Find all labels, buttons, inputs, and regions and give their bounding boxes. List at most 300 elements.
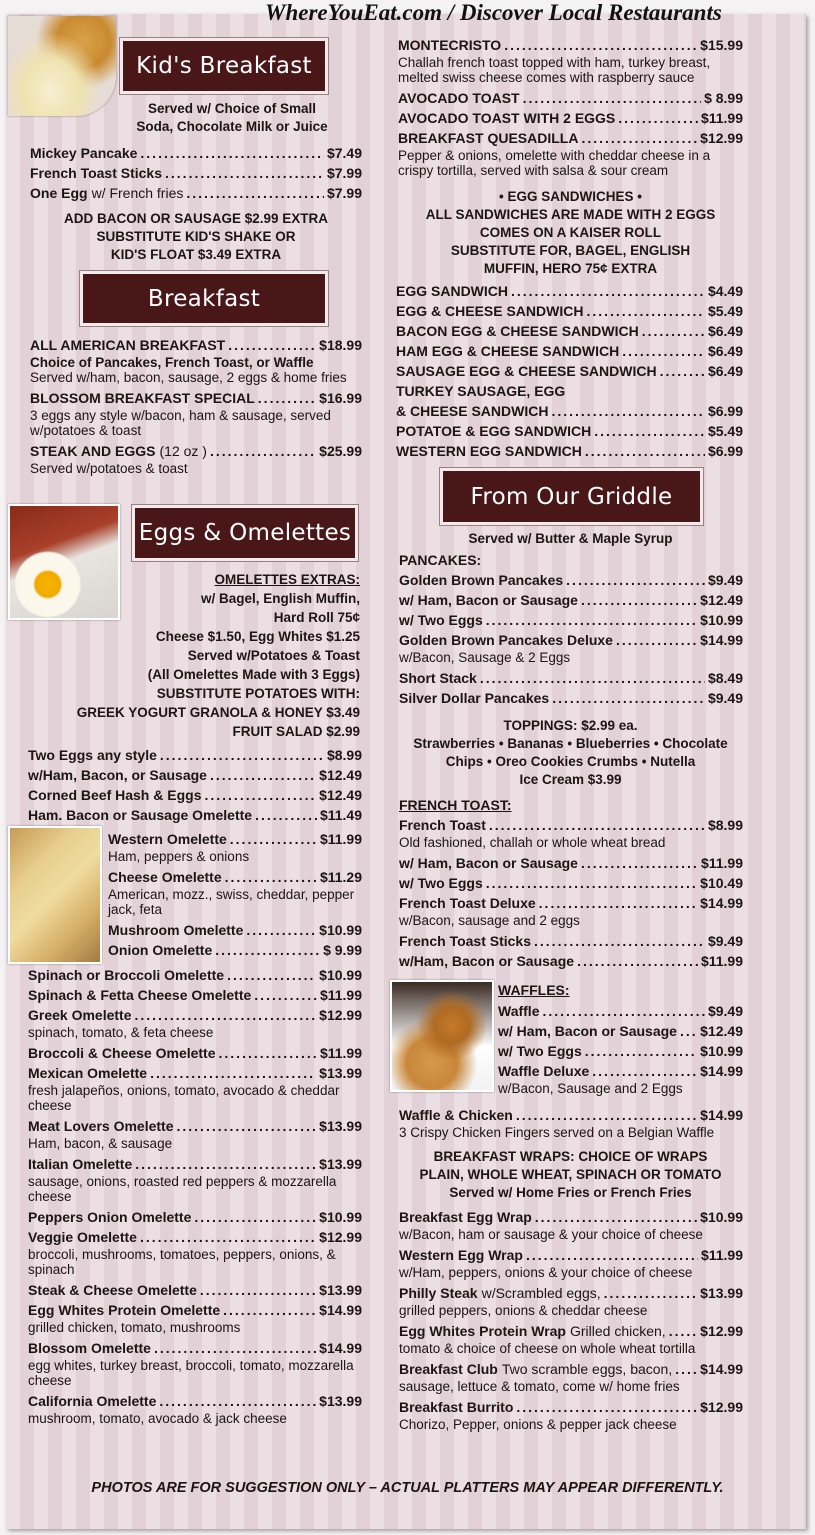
menu-item-line <box>398 129 743 148</box>
menu-item[interactable] <box>28 1339 362 1388</box>
menu-item-description: grilled peppers, onions & cheddar cheese <box>399 1303 648 1318</box>
menu-item-line <box>399 689 743 708</box>
menu-item-description: sausage, onions, roasted red peppers & mozzarella cheese <box>28 1174 337 1204</box>
menu-item-description: Challah french toast topped with ham, turkey breast, melted swiss cheese comes with raspberry sauce <box>398 55 711 85</box>
menu-item-name: w/ Two Eggs <box>399 612 483 628</box>
menu-item[interactable] <box>28 1208 362 1227</box>
note-line: Served w/Potatoes & Toast <box>187 648 360 663</box>
menu-item-line <box>28 746 362 765</box>
menu-item-line <box>28 1339 362 1358</box>
note-line: ADD BACON OR SAUSAGE $2.99 EXTRA <box>63 211 329 226</box>
menu-item-line <box>399 1360 743 1379</box>
menu-item-description: egg whites, turkey breast, broccoli, tomato, mozzarella cheese <box>28 1358 354 1388</box>
menu-item-description: American, mozz., swiss, cheddar, pepper jack, feta <box>108 887 355 917</box>
menu-item-price: $6.49 <box>707 323 743 339</box>
menu-item-price: $13.99 <box>700 1285 743 1301</box>
dot-leader <box>210 766 316 785</box>
menu-item-line <box>399 1246 743 1265</box>
dot-leader <box>486 874 697 893</box>
menu-item-description: broccoli, mushrooms, tomatoes, peppers, onions, & spinach <box>28 1247 336 1277</box>
menu-item-name: Onion Omelette <box>108 942 213 958</box>
menu-item-price: $12.99 <box>700 130 743 146</box>
menu-item-name: Western Omelette <box>108 831 227 847</box>
menu-item[interactable] <box>399 631 743 665</box>
menu-item-price: $11.99 <box>700 855 743 871</box>
menu-item-name: Short Stack <box>399 670 477 686</box>
menu-item-name: Breakfast Club <box>399 1361 498 1377</box>
dot-leader <box>680 1022 697 1041</box>
menu-item-price: $10.99 <box>319 967 362 983</box>
menu-item-name: POTATOE & EGG SANDWICH <box>396 423 592 439</box>
dot-leader <box>669 1322 697 1341</box>
menu-item-price: $15.99 <box>700 37 743 53</box>
menu-item-line <box>399 571 743 590</box>
menu-item-line <box>30 442 362 461</box>
note-line: PLAIN, WHOLE WHEAT, SPINACH OR TOMATO <box>419 1167 722 1182</box>
menu-item[interactable] <box>398 89 743 108</box>
menu-item[interactable] <box>399 1208 743 1242</box>
menu-item[interactable] <box>399 1106 743 1140</box>
note-line: COMES ON A KAISER ROLL <box>479 225 662 240</box>
menu-item-price: $11.99 <box>319 1045 362 1061</box>
menu-item-description: w/Bacon, Sausage & 2 Eggs <box>399 650 571 665</box>
menu-item-name: Breakfast Egg Wrap <box>399 1209 532 1225</box>
menu-item-name: STEAK AND EGGS <box>30 443 156 459</box>
menu-item-list <box>30 144 362 204</box>
dot-leader <box>154 1339 316 1358</box>
note-line: TOPPINGS: $2.99 ea. <box>503 718 638 733</box>
menu-item-line <box>399 611 743 630</box>
section-header-breakfast: Breakfast <box>80 271 328 326</box>
menu-item[interactable] <box>396 442 743 461</box>
menu-item-line <box>396 362 743 381</box>
menu-item-name: Silver Dollar Pancakes <box>399 690 550 706</box>
menu-item-line <box>399 631 743 650</box>
menu-item-line <box>396 322 743 341</box>
menu-item-line <box>396 442 743 461</box>
menu-item-name: Peppers Onion Omelette <box>28 1209 192 1225</box>
menu-item-line <box>399 854 743 873</box>
dot-leader <box>159 1392 316 1411</box>
dot-leader <box>480 669 705 688</box>
menu-item-name: EGG & CHEESE SANDWICH <box>396 303 584 319</box>
menu-item-name: Ham. Bacon or Sausage Omelette <box>28 807 253 823</box>
dot-leader <box>551 402 704 421</box>
menu-item[interactable] <box>30 442 362 476</box>
menu-item-price: $14.99 <box>700 1063 743 1079</box>
menu-item-name: w/ Two Eggs <box>399 875 483 891</box>
menu-item-line <box>399 1106 743 1125</box>
menu-item[interactable] <box>399 874 743 893</box>
menu-item-list <box>396 282 743 462</box>
menu-item-description: Pepper & onions, omelette with cheddar cheese in a crispy tortilla, served with salsa & sour cream <box>398 148 711 178</box>
dot-leader <box>258 389 316 408</box>
menu-item[interactable] <box>28 966 362 985</box>
menu-item-line <box>396 282 743 301</box>
menu-item[interactable] <box>498 1042 743 1061</box>
dot-leader <box>552 689 705 708</box>
dot-leader <box>140 144 324 163</box>
note-line: GREEK YOGURT GRANOLA & HONEY $3.49 <box>76 705 360 720</box>
menu-item-name: AVOCADO TOAST <box>398 90 520 106</box>
menu-item-price: $7.99 <box>326 185 362 201</box>
menu-item[interactable] <box>28 1044 362 1063</box>
menu-item-description: fresh jalapeños, onions, tomato, avocado & cheddar cheese <box>28 1083 340 1113</box>
menu-item-line <box>108 921 362 940</box>
dot-leader <box>135 1006 317 1025</box>
menu-item-name: Veggie Omelette <box>28 1229 137 1245</box>
dot-leader <box>523 89 701 108</box>
menu-item-subtitle: Choice of Pancakes, French Toast, or Waffle <box>30 355 314 370</box>
menu-item[interactable] <box>498 1022 743 1041</box>
note-line: Chips • Oreo Cookies Crumbs • Nutella <box>445 754 696 769</box>
menu-item-line <box>396 382 743 401</box>
menu-item-line <box>399 894 743 913</box>
menu-item-line <box>30 336 362 355</box>
menu-item-description: spinach, tomato, & feta cheese <box>28 1025 214 1040</box>
menu-item-name: w/Ham, Bacon or Sausage <box>399 953 575 969</box>
dot-leader <box>255 806 317 825</box>
menu-item-price: $7.99 <box>326 165 362 181</box>
menu-item-line <box>108 830 362 849</box>
menu-item-price: $6.99 <box>707 403 743 419</box>
menu-item-price: $14.99 <box>319 1302 362 1318</box>
menu-item[interactable] <box>28 986 362 1005</box>
menu-item-line <box>108 868 362 887</box>
menu-item-name: Mexican Omelette <box>28 1065 148 1081</box>
menu-item-line <box>28 1392 362 1411</box>
menu-item-price: $9.49 <box>707 1003 743 1019</box>
menu-item-name: Cheese Omelette <box>108 869 222 885</box>
menu-item-line <box>396 342 743 361</box>
menu-item-price: $14.99 <box>319 1340 362 1356</box>
menu-item-list <box>398 36 743 182</box>
menu-item[interactable] <box>398 36 743 85</box>
dot-leader <box>223 1301 316 1320</box>
menu-item-price: $12.49 <box>319 787 362 803</box>
menu-item[interactable] <box>108 868 362 917</box>
note-line: (All Omelettes Made with 3 Eggs) <box>147 667 360 682</box>
menu-item[interactable] <box>108 921 362 940</box>
menu-item[interactable] <box>28 786 362 805</box>
menu-item-line <box>30 389 362 408</box>
menu-item[interactable] <box>108 941 362 960</box>
menu-item[interactable] <box>396 282 743 301</box>
menu-item-description: mushroom, tomato, avocado & jack cheese <box>28 1411 287 1426</box>
note-line: Strawberries • Bananas • Blueberries • Chocolate <box>413 736 728 751</box>
dot-leader <box>204 786 316 805</box>
menu-item-name: Waffle Deluxe <box>498 1063 590 1079</box>
dot-leader <box>581 129 697 148</box>
menu-item-line <box>28 806 362 825</box>
menu-item[interactable] <box>398 129 743 178</box>
dot-leader <box>581 854 698 873</box>
menu-item[interactable] <box>28 1006 362 1040</box>
menu-item[interactable] <box>28 766 362 785</box>
dot-leader <box>160 746 324 765</box>
dot-leader <box>535 1208 697 1227</box>
menu-item[interactable] <box>28 1117 362 1151</box>
dot-leader <box>186 184 324 203</box>
note-line: SUBSTITUTE KID'S SHAKE OR <box>96 229 296 244</box>
menu-item[interactable] <box>396 422 743 441</box>
menu-item-price: $12.99 <box>319 1007 362 1023</box>
menu-item[interactable] <box>399 591 743 610</box>
dot-leader <box>140 1228 316 1247</box>
menu-item[interactable] <box>30 389 362 438</box>
dot-leader <box>227 966 316 985</box>
dot-leader <box>504 36 697 55</box>
note-line: SUBSTITUTE POTATOES WITH: <box>156 686 360 701</box>
menu-item-name: TURKEY SAUSAGE, EGG <box>396 383 566 399</box>
menu-item-name: Spinach or Broccoli Omelette <box>28 967 225 983</box>
menu-item-price: $16.99 <box>319 390 362 406</box>
section-header-kid-s-breakfast: Kid's Breakfast <box>120 38 328 94</box>
dot-leader <box>585 442 705 461</box>
menu-item-description: tomato & choice of cheese on whole wheat tortilla <box>399 1341 696 1356</box>
dot-leader <box>135 1155 316 1174</box>
menu-item-name: Waffle <box>498 1003 540 1019</box>
dot-leader <box>210 442 316 461</box>
menu-item-price: $5.49 <box>707 303 743 319</box>
left-notes <box>116 100 348 136</box>
note-line: Cheese $1.50, Egg Whites $1.25 <box>155 629 360 644</box>
menu-item-price: $14.99 <box>700 1361 743 1377</box>
menu-item-name: Egg Whites Protein Omelette <box>28 1302 221 1318</box>
menu-item[interactable] <box>399 894 743 928</box>
menu-item[interactable] <box>396 382 743 401</box>
menu-item-line <box>398 89 743 108</box>
menu-item-description: w/Bacon, sausage and 2 eggs <box>399 913 580 928</box>
dot-leader <box>642 322 705 341</box>
menu-item[interactable] <box>30 184 362 203</box>
menu-item[interactable] <box>28 1281 362 1300</box>
menu-item-price: $12.99 <box>700 1399 743 1415</box>
menu-item-name: Golden Brown Pancakes Deluxe <box>399 632 613 648</box>
menu-item[interactable] <box>396 362 743 381</box>
menu-item-note: w/ French fries <box>91 185 184 201</box>
menu-item-price: $11.99 <box>700 953 743 969</box>
menu-item[interactable] <box>498 1062 743 1096</box>
menu-item-name: Spinach & Fetta Cheese Omelette <box>28 987 252 1003</box>
menu-item-line <box>28 1228 362 1247</box>
menu-item-price: $6.49 <box>707 363 743 379</box>
menu-item-line <box>30 184 362 203</box>
note-line: • EGG SANDWICHES • <box>499 189 642 204</box>
menu-item-line <box>498 1042 743 1061</box>
menu-item-price: $11.99 <box>700 1247 743 1263</box>
menu-item[interactable] <box>396 302 743 321</box>
menu-item-line <box>28 1301 362 1320</box>
menu-item-name: Blossom Omelette <box>28 1340 151 1356</box>
subsection-label: FRENCH TOAST: <box>399 797 512 813</box>
menu-item[interactable] <box>399 1360 743 1394</box>
menu-item-list <box>108 830 362 961</box>
dot-leader <box>585 1042 697 1061</box>
menu-item-price: $12.99 <box>700 1323 743 1339</box>
menu-item-price: $7.49 <box>326 145 362 161</box>
menu-item-line <box>399 1322 743 1341</box>
menu-item-line <box>28 1006 362 1025</box>
menu-item-note: (12 oz ) <box>159 443 207 459</box>
menu-item[interactable] <box>396 402 743 421</box>
note-line: Served w/ Home Fries or French Fries <box>449 1185 692 1200</box>
menu-item-price: $5.49 <box>707 423 743 439</box>
menu-item-line <box>28 766 362 785</box>
menu-item[interactable] <box>399 689 743 708</box>
menu-item-line <box>399 816 743 835</box>
menu-item-name: French Toast Sticks <box>30 165 163 181</box>
menu-item-list <box>28 966 362 1430</box>
dot-leader <box>230 830 317 849</box>
menu-item-name: w/ Two Eggs <box>498 1043 582 1059</box>
note-line: MUFFIN, HERO 75¢ EXTRA <box>483 261 658 276</box>
menu-item[interactable] <box>399 1284 743 1318</box>
menu-item-line <box>396 402 743 421</box>
dot-leader <box>604 1284 698 1303</box>
menu-item-price: $13.99 <box>319 1156 362 1172</box>
menu-item[interactable] <box>396 342 743 361</box>
menu-item-line <box>399 1208 743 1227</box>
note-line: Soda, Chocolate Milk or Juice <box>136 119 328 134</box>
menu-item[interactable] <box>30 336 362 385</box>
menu-item-price: $9.49 <box>707 690 743 706</box>
menu-item-price: $10.99 <box>700 1209 743 1225</box>
photo-disclaimer: PHOTOS ARE FOR SUGGESTION ONLY – ACTUAL PLATTERS MAY APPEAR DIFFERENTLY. <box>91 1480 724 1496</box>
menu-item[interactable] <box>399 1398 743 1432</box>
menu-item[interactable] <box>498 1002 743 1021</box>
menu-item-name: EGG SANDWICH <box>396 283 508 299</box>
menu-item-line <box>28 1064 362 1083</box>
menu-item-name: MONTECRISTO <box>398 37 502 53</box>
dot-leader <box>516 1106 697 1125</box>
dot-leader <box>194 1208 316 1227</box>
dot-leader <box>577 952 698 971</box>
menu-item-price: $12.49 <box>700 592 743 608</box>
menu-item[interactable] <box>28 1301 362 1335</box>
menu-item[interactable] <box>399 816 743 850</box>
menu-item-price: $13.99 <box>319 1282 362 1298</box>
menu-item[interactable] <box>396 322 743 341</box>
menu-item-line <box>28 1117 362 1136</box>
menu-item-name: French Toast <box>399 817 486 833</box>
dot-leader <box>219 1044 317 1063</box>
dot-leader <box>534 932 705 951</box>
menu-item-line <box>28 1044 362 1063</box>
menu-item-price: $14.99 <box>700 632 743 648</box>
menu-item-name: Waffle & Chicken <box>399 1107 513 1123</box>
dot-leader <box>581 591 697 610</box>
dot-leader <box>511 282 705 301</box>
menu-item-price: $10.99 <box>319 1209 362 1225</box>
menu-item[interactable] <box>399 952 743 971</box>
menu-item-description: sausage, lettuce & tomato, come w/ home fries <box>399 1379 680 1394</box>
menu-item-line <box>399 932 743 951</box>
dot-leader <box>660 362 705 381</box>
menu-item[interactable] <box>30 144 362 163</box>
dot-leader <box>675 1360 697 1379</box>
menu-item[interactable] <box>399 854 743 873</box>
menu-item-line <box>28 1281 362 1300</box>
menu-item-list <box>28 746 362 826</box>
menu-item-description: grilled chicken, tomato, mushrooms <box>28 1320 241 1335</box>
menu-item-list <box>30 336 362 480</box>
dot-leader <box>622 342 705 361</box>
menu-item-price: $4.49 <box>707 283 743 299</box>
menu-item[interactable] <box>108 830 362 864</box>
omelette-photo <box>8 826 102 964</box>
note-line: Served w/ Choice of Small <box>147 101 317 116</box>
dot-leader <box>592 1062 697 1081</box>
menu-item-name: Greek Omelette <box>28 1007 132 1023</box>
dot-leader <box>526 1246 698 1265</box>
menu-item-description: w/Bacon, ham or sausage & your choice of cheese <box>399 1227 703 1242</box>
menu-item-name: Golden Brown Pancakes <box>399 572 564 588</box>
menu-item-line <box>28 786 362 805</box>
menu-item-price: $13.99 <box>319 1065 362 1081</box>
menu-item-name: Mushroom Omelette <box>108 922 244 938</box>
menu-item-price: $ 8.99 <box>704 90 743 106</box>
menu-item-name: French Toast Sticks <box>399 933 532 949</box>
menu-item[interactable] <box>399 932 743 951</box>
menu-item-price: $25.99 <box>319 443 362 459</box>
menu-item-name: SAUSAGE EGG & CHEESE SANDWICH <box>396 363 657 379</box>
menu-item-name: One Egg <box>30 185 88 201</box>
menu-item[interactable] <box>28 1228 362 1277</box>
menu-item[interactable] <box>399 611 743 630</box>
menu-item-price: $6.99 <box>707 443 743 459</box>
left-notes <box>30 570 360 741</box>
right-notes <box>398 717 743 789</box>
menu-item[interactable] <box>399 1246 743 1280</box>
menu-item[interactable] <box>28 1392 362 1426</box>
menu-item-price: $9.49 <box>707 572 743 588</box>
menu-item-description: Served w/ham, bacon, sausage, 2 eggs & home fries <box>30 370 347 385</box>
menu-item-price: $ 9.99 <box>323 942 362 958</box>
note-line: ALL SANDWICHES ARE MADE WITH 2 EGGS <box>425 207 716 222</box>
menu-item[interactable] <box>28 806 362 825</box>
menu-item[interactable] <box>28 1155 362 1204</box>
menu-item[interactable] <box>28 1064 362 1113</box>
menu-item-name: Philly Steak <box>399 1285 478 1301</box>
note-line: KID'S FLOAT $3.49 EXTRA <box>110 247 282 262</box>
menu-item-line <box>498 1002 743 1021</box>
menu-item-name: ALL AMERICAN BREAKFAST <box>30 337 226 353</box>
dot-leader <box>586 302 704 321</box>
menu-item[interactable] <box>28 746 362 765</box>
menu-item-price: $11.49 <box>319 807 362 823</box>
note-line: OMELETTES EXTRAS: <box>214 572 360 587</box>
watermark-text: WhereYouEat.com / Discover Local Restaurants <box>265 0 722 25</box>
menu-item[interactable] <box>399 669 743 688</box>
menu-item-line <box>108 941 362 960</box>
menu-item[interactable] <box>30 164 362 183</box>
menu-item-line <box>28 986 362 1005</box>
menu-item-line <box>399 874 743 893</box>
menu-item-price: $12.49 <box>700 1023 743 1039</box>
menu-item-name: Breakfast Burrito <box>399 1399 514 1415</box>
dot-leader <box>215 941 320 960</box>
menu-item[interactable] <box>399 571 743 590</box>
dot-leader <box>489 816 705 835</box>
menu-item[interactable] <box>399 1322 743 1356</box>
right-notes <box>398 188 743 278</box>
menu-item-list <box>399 1208 743 1436</box>
subsection-label: WAFFLES: <box>498 982 570 998</box>
menu-item[interactable] <box>398 109 743 128</box>
menu-item-name: AVOCADO TOAST WITH 2 EGGS <box>398 110 616 126</box>
dot-leader <box>542 1002 704 1021</box>
